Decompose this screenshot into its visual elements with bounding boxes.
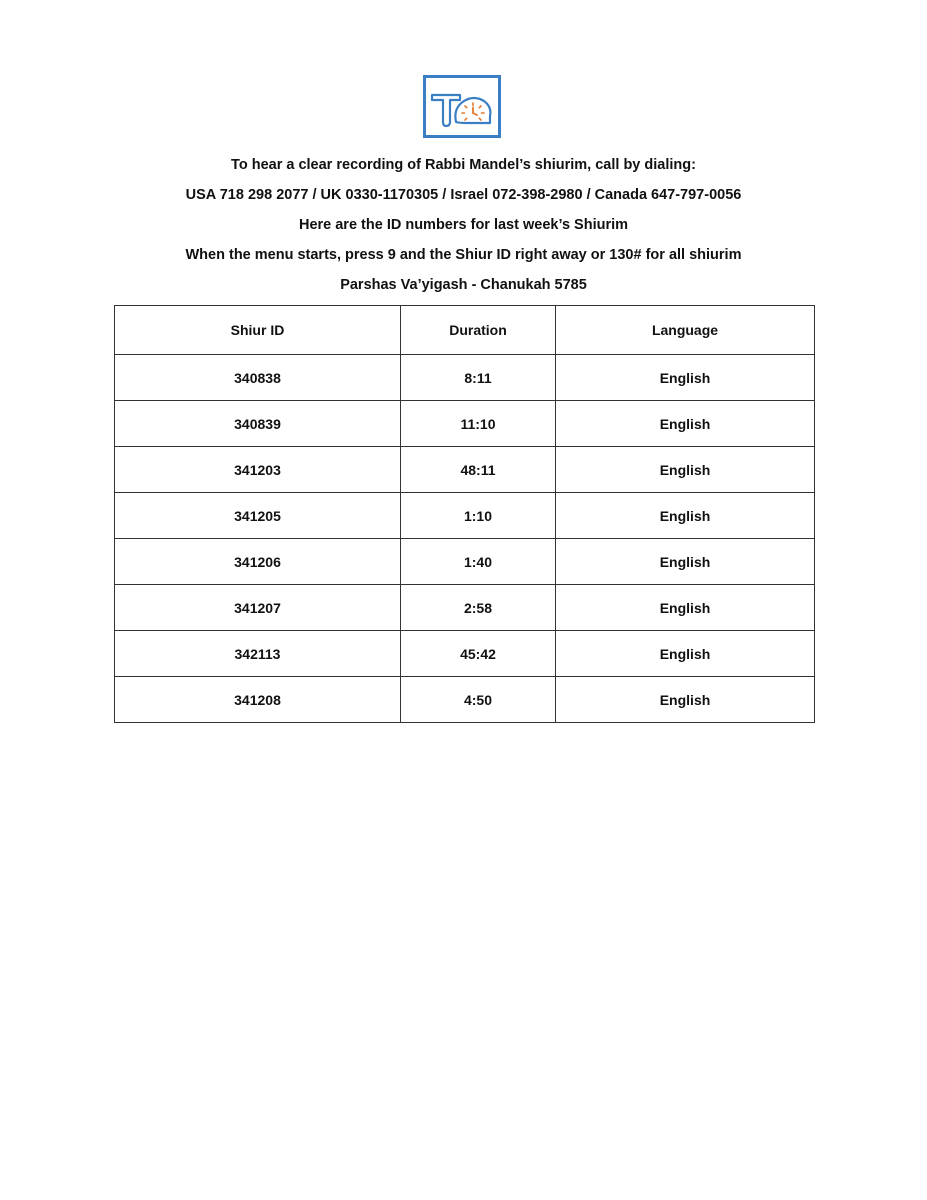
duration-cell: 4:50 bbox=[401, 677, 556, 723]
table-row bbox=[115, 401, 815, 447]
shiur-id-cell: 341206 bbox=[115, 539, 401, 585]
shiur-id-cell: 340839 bbox=[115, 401, 401, 447]
table-row bbox=[115, 493, 815, 539]
header-instructions bbox=[0, 150, 927, 300]
column-header-language: Language bbox=[556, 306, 815, 355]
duration-cell: 2:58 bbox=[401, 585, 556, 631]
language-cell: English bbox=[556, 355, 815, 401]
menu-instructions-text: When the menu starts, press 9 and the Shiur ID right away or 130# for all shiurim bbox=[185, 247, 742, 263]
table-row bbox=[115, 447, 815, 493]
language-cell: English bbox=[556, 493, 815, 539]
ta-logo bbox=[423, 75, 501, 138]
duration-cell: 1:40 bbox=[401, 539, 556, 585]
table-row bbox=[115, 677, 815, 723]
language-cell: English bbox=[556, 631, 815, 677]
intro-text: To hear a clear recording of Rabbi Mandel’s shiurim, call by dialing: bbox=[231, 157, 696, 173]
language-cell: English bbox=[556, 539, 815, 585]
duration-cell: 48:11 bbox=[401, 447, 556, 493]
shiur-id-cell: 341208 bbox=[115, 677, 401, 723]
duration-cell: 1:10 bbox=[401, 493, 556, 539]
id-numbers-text: Here are the ID numbers for last week’s Shiurim bbox=[298, 217, 629, 233]
shiurim-table bbox=[114, 305, 815, 723]
shiur-id-cell: 341203 bbox=[115, 447, 401, 493]
table-row bbox=[115, 355, 815, 401]
duration-cell: 11:10 bbox=[401, 401, 556, 447]
phone-numbers-text: USA 718 298 2077 / UK 0330-1170305 / Israel 072-398-2980 / Canada 647-797-0056 bbox=[185, 187, 742, 203]
ta-clock-logo-icon bbox=[426, 78, 498, 135]
table-row bbox=[115, 585, 815, 631]
language-cell: English bbox=[556, 401, 815, 447]
language-cell: English bbox=[556, 585, 815, 631]
shiur-id-cell: 341205 bbox=[115, 493, 401, 539]
table-header-row bbox=[115, 306, 815, 355]
duration-cell: 8:11 bbox=[401, 355, 556, 401]
shiur-id-cell: 340838 bbox=[115, 355, 401, 401]
table-row bbox=[115, 631, 815, 677]
language-cell: English bbox=[556, 677, 815, 723]
table-row bbox=[115, 539, 815, 585]
shiur-id-cell: 342113 bbox=[115, 631, 401, 677]
parsha-title: Parshas Va’yigash - Chanukah 5785 bbox=[340, 277, 587, 293]
duration-cell: 45:42 bbox=[401, 631, 556, 677]
column-header-shiur-id: Shiur ID bbox=[115, 306, 401, 355]
column-header-duration: Duration bbox=[401, 306, 556, 355]
language-cell: English bbox=[556, 447, 815, 493]
shiur-id-cell: 341207 bbox=[115, 585, 401, 631]
